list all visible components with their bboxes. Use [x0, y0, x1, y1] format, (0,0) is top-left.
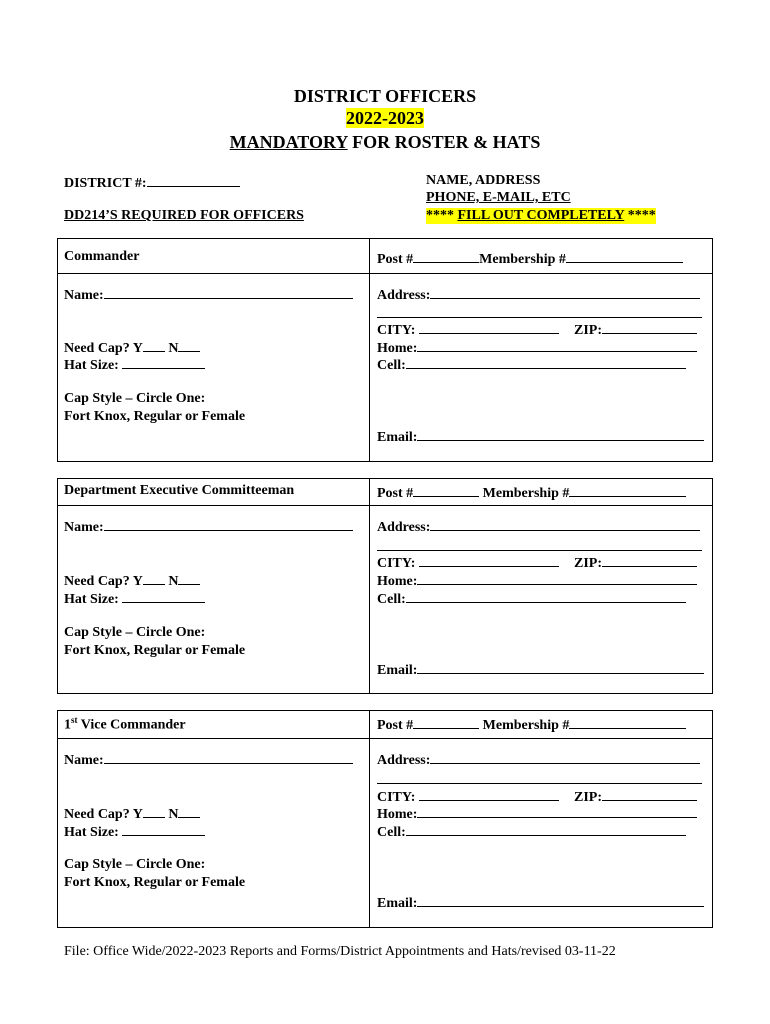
post-input-line[interactable] — [413, 249, 479, 263]
hat-size-label: Hat Size: — [64, 825, 119, 840]
cap-style-options[interactable]: Fort Knox, Regular or Female — [64, 409, 246, 424]
email-label: Email: — [377, 663, 418, 678]
zip-label: ZIP: — [574, 556, 602, 571]
address-label: Address: — [377, 288, 431, 303]
section-title: Department Executive Committeeman — [64, 483, 295, 498]
post-input-line[interactable] — [413, 483, 479, 497]
email-label: Email: — [377, 430, 418, 445]
need-cap-no-label: N — [168, 574, 179, 589]
address-label: Address: — [377, 753, 431, 768]
zip-input-line[interactable] — [602, 787, 697, 801]
name-field[interactable] — [64, 285, 353, 304]
year-text: 2022-2023 — [346, 108, 424, 128]
dd214-notice: DD214’S REQUIRED FOR OFFICERS — [64, 208, 304, 223]
city-input-line[interactable] — [419, 320, 559, 334]
instr-stars-right: **** — [624, 208, 656, 223]
name-label: Name: — [64, 288, 104, 303]
post-membership-field[interactable] — [377, 715, 686, 734]
cap-style-label: Cap Style – Circle One: — [64, 857, 206, 872]
name-field[interactable] — [64, 750, 353, 769]
hat-size-input-line[interactable] — [122, 355, 205, 369]
name-input-line[interactable] — [104, 750, 353, 764]
home-input-line[interactable] — [417, 338, 697, 352]
address-input-line[interactable] — [430, 517, 700, 531]
section-title-ordinal: st — [71, 715, 78, 725]
home-input-line[interactable] — [417, 804, 697, 818]
cell-label: Cell: — [377, 358, 406, 373]
city-label: CITY: — [377, 323, 416, 338]
need-cap-no-line[interactable] — [178, 338, 200, 352]
section-title-text: Vice Commander — [77, 717, 186, 733]
hat-size-input-line[interactable] — [122, 822, 205, 836]
cell-input-line[interactable] — [406, 589, 686, 603]
zip-label: ZIP: — [574, 323, 602, 338]
home-input-line[interactable] — [417, 571, 697, 585]
instr-fill-out: FILL OUT COMPLETELY — [457, 208, 625, 223]
post-label: Post # — [377, 486, 414, 501]
zip-input-line[interactable] — [602, 320, 697, 334]
email-input-line[interactable] — [417, 660, 704, 674]
cell-label: Cell: — [377, 592, 406, 607]
name-field[interactable] — [64, 517, 353, 536]
membership-input-line[interactable] — [569, 483, 686, 497]
section-divider — [369, 711, 370, 927]
cap-style-options[interactable]: Fort Knox, Regular or Female — [64, 875, 246, 890]
need-cap-label: Need Cap? Y — [64, 574, 143, 589]
need-cap-label: Need Cap? Y — [64, 807, 143, 822]
subtitle-mandatory: MANDATORY — [229, 132, 348, 152]
address-input-line-2[interactable] — [377, 317, 702, 318]
page-subtitle — [0, 132, 770, 153]
district-number-field[interactable] — [64, 173, 240, 192]
address-input-line-2[interactable] — [377, 550, 702, 551]
district-label: DISTRICT #: — [64, 176, 147, 191]
post-label: Post # — [377, 718, 414, 733]
address-input-line[interactable] — [430, 750, 700, 764]
cell-phone-field[interactable] — [377, 589, 686, 608]
post-label: Post # — [377, 252, 414, 267]
membership-label: Membership # — [482, 718, 570, 733]
section-title: Commander — [64, 249, 140, 264]
cell-input-line[interactable] — [406, 822, 686, 836]
need-cap-field[interactable] — [64, 804, 200, 823]
need-cap-field[interactable] — [64, 571, 200, 590]
zip-field[interactable] — [574, 553, 697, 572]
district-input-line[interactable] — [147, 173, 240, 187]
cap-style-options[interactable]: Fort Knox, Regular or Female — [64, 643, 246, 658]
address-input-line-2[interactable] — [377, 783, 702, 784]
email-field[interactable] — [377, 660, 704, 679]
section-header-rule — [58, 505, 712, 506]
cell-input-line[interactable] — [406, 355, 686, 369]
hat-size-field[interactable] — [64, 589, 205, 608]
city-field[interactable] — [377, 320, 559, 339]
need-cap-no-label: N — [168, 807, 179, 822]
need-cap-yes-line[interactable] — [143, 804, 165, 818]
hat-size-input-line[interactable] — [122, 589, 205, 603]
membership-input-line[interactable] — [566, 249, 683, 263]
city-field[interactable] — [377, 553, 559, 572]
email-input-line[interactable] — [417, 893, 704, 907]
cell-label: Cell: — [377, 825, 406, 840]
email-input-line[interactable] — [417, 427, 704, 441]
post-input-line[interactable] — [413, 715, 479, 729]
city-label: CITY: — [377, 556, 416, 571]
hat-size-field[interactable] — [64, 355, 205, 374]
email-label: Email: — [377, 896, 418, 911]
need-cap-yes-line[interactable] — [143, 338, 165, 352]
officer-section-dept-executive-committeeman — [57, 478, 713, 694]
email-field[interactable] — [377, 893, 704, 912]
membership-label: Membership # — [482, 486, 570, 501]
need-cap-yes-line[interactable] — [143, 571, 165, 585]
name-input-line[interactable] — [104, 517, 353, 531]
section-title-number: 1 — [64, 717, 71, 733]
year-heading — [0, 108, 770, 129]
home-label: Home: — [377, 341, 418, 356]
home-label: Home: — [377, 574, 418, 589]
zip-input-line[interactable] — [602, 553, 697, 567]
instruction-line-3 — [426, 208, 656, 224]
home-phone-field[interactable] — [377, 804, 697, 823]
city-input-line[interactable] — [419, 787, 559, 801]
name-input-line[interactable] — [104, 285, 353, 299]
zip-field[interactable] — [574, 320, 697, 339]
address-field[interactable] — [377, 750, 700, 769]
section-header-rule — [58, 738, 712, 739]
instr-stars-left: **** — [426, 208, 458, 223]
hat-size-label: Hat Size: — [64, 592, 119, 607]
cell-phone-field[interactable] — [377, 822, 686, 841]
city-input-line[interactable] — [419, 553, 559, 567]
officer-section-commander — [57, 238, 713, 462]
city-label: CITY: — [377, 790, 416, 805]
membership-input-line[interactable] — [569, 715, 686, 729]
instruction-line-2: PHONE, E-MAIL, ETC — [426, 190, 571, 205]
membership-label: Membership # — [479, 252, 566, 267]
need-cap-no-line[interactable] — [178, 571, 200, 585]
address-field[interactable] — [377, 285, 700, 304]
home-phone-field[interactable] — [377, 571, 697, 590]
hat-size-field[interactable] — [64, 822, 205, 841]
name-label: Name: — [64, 520, 104, 535]
officer-section-1st-vice-commander — [57, 710, 713, 928]
subtitle-rest: FOR ROSTER & HATS — [347, 132, 541, 152]
address-label: Address: — [377, 520, 431, 535]
section-divider — [369, 479, 370, 693]
section-header-rule — [58, 273, 712, 274]
instruction-line-1: NAME, ADDRESS — [426, 173, 541, 188]
cap-style-label: Cap Style – Circle One: — [64, 391, 206, 406]
name-label: Name: — [64, 753, 104, 768]
section-title — [64, 715, 186, 734]
address-field[interactable] — [377, 517, 700, 536]
address-input-line[interactable] — [430, 285, 700, 299]
home-label: Home: — [377, 807, 418, 822]
post-membership-field[interactable] — [377, 249, 683, 268]
need-cap-label: Need Cap? Y — [64, 341, 143, 356]
cell-phone-field[interactable] — [377, 355, 686, 374]
page-title: DISTRICT OFFICERS — [293, 86, 477, 106]
need-cap-no-line[interactable] — [178, 804, 200, 818]
need-cap-no-label: N — [168, 341, 179, 356]
file-path-footer: File: Office Wide/2022-2023 Reports and Forms/District Appointments and Hats/revised 03-11-22 — [64, 944, 616, 959]
cap-style-label: Cap Style – Circle One: — [64, 625, 206, 640]
post-membership-field[interactable] — [377, 483, 686, 502]
email-field[interactable] — [377, 427, 704, 446]
hat-size-label: Hat Size: — [64, 358, 119, 373]
zip-label: ZIP: — [574, 790, 602, 805]
